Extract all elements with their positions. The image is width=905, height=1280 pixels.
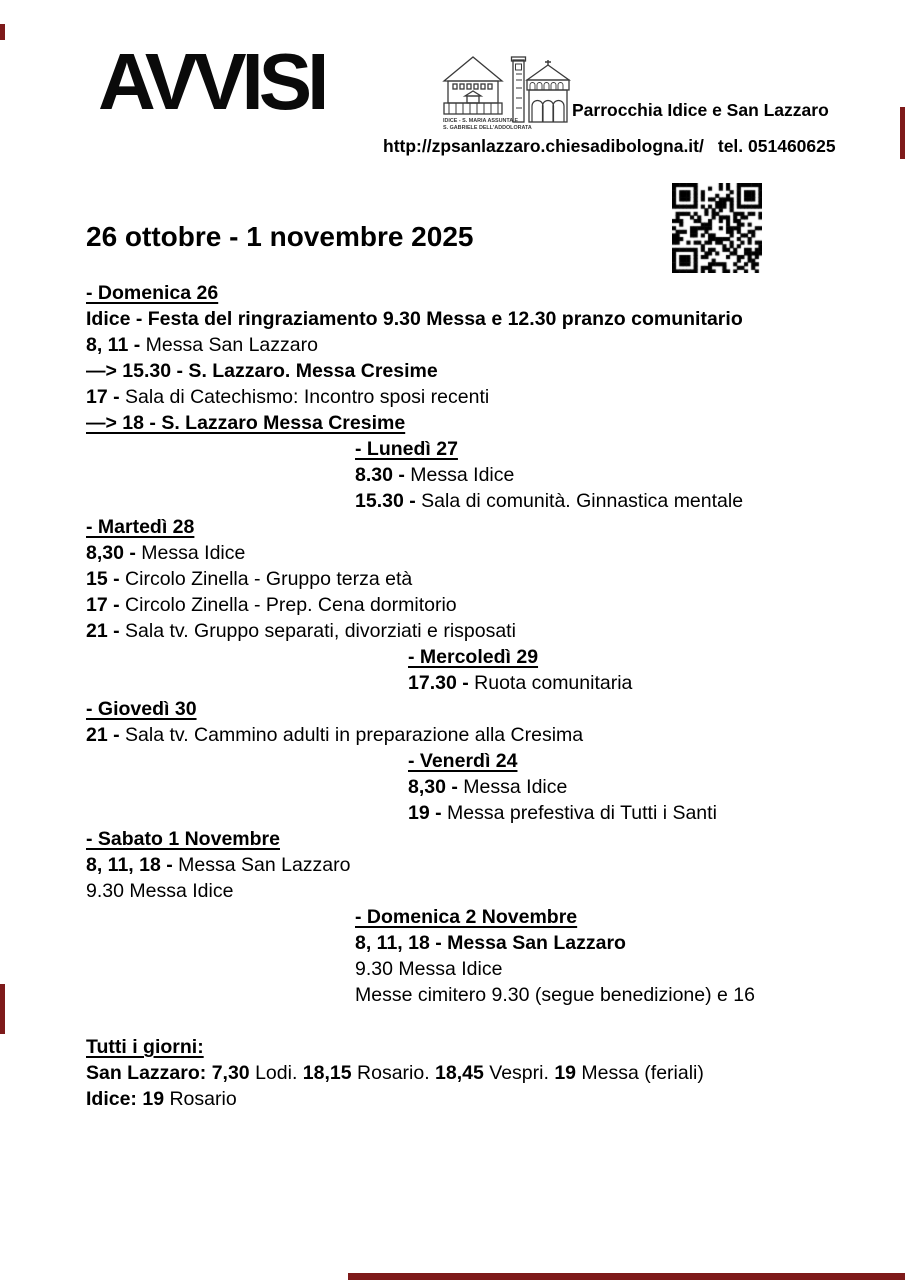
scan-edge-mark-bottom bbox=[348, 1273, 905, 1280]
logo-caption-line1: IDICE - S. MARIA ASSUNTA E bbox=[443, 118, 519, 124]
schedule-line: —> 15.30 - S. Lazzaro. Messa Cresime bbox=[86, 360, 438, 382]
schedule-line: 17.30 - Ruota comunitaria bbox=[408, 672, 633, 694]
schedule-line: Idice - Festa del ringraziamento 9.30 Messa e 12.30 pranzo comunitario bbox=[86, 308, 743, 330]
schedule-line: 9.30 Messa Idice bbox=[86, 880, 234, 902]
schedule-line: 8, 11, 18 - Messa San Lazzaro bbox=[86, 854, 351, 876]
schedule-line: 15 - Circolo Zinella - Gruppo terza età bbox=[86, 568, 413, 590]
schedule-line: - Sabato 1 Novembre bbox=[86, 828, 280, 850]
schedule-line: - Domenica 2 Novembre bbox=[355, 906, 578, 928]
page-title: AVVISI bbox=[98, 37, 325, 126]
schedule-line: Idice: 19 Rosario bbox=[86, 1088, 237, 1110]
scan-edge-mark-top-left bbox=[0, 24, 5, 40]
logo-caption-line2: S. GABRIELE DELL'ADDOLORATA bbox=[443, 125, 532, 131]
scan-edge-mark-right bbox=[900, 107, 905, 159]
parish-churches-logo bbox=[441, 50, 575, 134]
schedule-line: 19 - Messa prefestiva di Tutti i Santi bbox=[408, 802, 717, 824]
phone-number: tel. 051460625 bbox=[717, 136, 836, 156]
schedule-line: Tutti i giorni: bbox=[86, 1036, 204, 1058]
scan-edge-mark-left bbox=[0, 984, 5, 1034]
website-url: http://zpsanlazzaro.chiesadibologna.it/ bbox=[383, 136, 704, 156]
schedule-spacer bbox=[86, 1008, 886, 1034]
schedule-line: 8,30 - Messa Idice bbox=[408, 776, 568, 798]
schedule-line: 8, 11, 18 - Messa San Lazzaro bbox=[355, 932, 626, 954]
schedule-line: 8, 11 - Messa San Lazzaro bbox=[86, 334, 318, 356]
schedule-line: —> 18 - S. Lazzaro Messa Cresime bbox=[86, 412, 406, 434]
schedule-line: 8.30 - Messa Idice bbox=[355, 464, 515, 486]
schedule-line: 8,30 - Messa Idice bbox=[86, 542, 246, 564]
schedule bbox=[86, 280, 886, 1112]
schedule-line: - Venerdì 24 bbox=[408, 750, 518, 772]
schedule-line: 9.30 Messa Idice bbox=[355, 958, 503, 980]
schedule-line: 17 - Sala di Catechismo: Incontro sposi recenti bbox=[86, 386, 490, 408]
schedule-line: Messe cimitero 9.30 (segue benedizione) e 16 bbox=[355, 984, 755, 1006]
parish-name: Parrocchia Idice e San Lazzaro bbox=[572, 100, 829, 120]
schedule-line: 17 - Circolo Zinella - Prep. Cena dormitorio bbox=[86, 594, 457, 616]
schedule-line: - Giovedì 30 bbox=[86, 698, 197, 720]
schedule-line: - Martedì 28 bbox=[86, 516, 195, 538]
schedule-line: 21 - Sala tv. Cammino adulti in preparazione alla Cresima bbox=[86, 724, 584, 746]
schedule-line: - Lunedì 27 bbox=[355, 438, 458, 460]
contact-line bbox=[383, 136, 836, 157]
schedule-line: - Mercoledì 29 bbox=[408, 646, 539, 668]
schedule-line: - Domenica 26 bbox=[86, 282, 219, 304]
qr-code bbox=[672, 183, 762, 273]
week-title: 26 ottobre - 1 novembre 2025 bbox=[86, 221, 474, 252]
schedule-line: 21 - Sala tv. Gruppo separati, divorziati e risposati bbox=[86, 620, 516, 642]
schedule-line: 15.30 - Sala di comunità. Ginnastica mentale bbox=[355, 490, 744, 512]
schedule-line: San Lazzaro: 7,30 Lodi. 18,15 Rosario. 18,45 Vespri. 19 Messa (feriali) bbox=[86, 1062, 704, 1084]
